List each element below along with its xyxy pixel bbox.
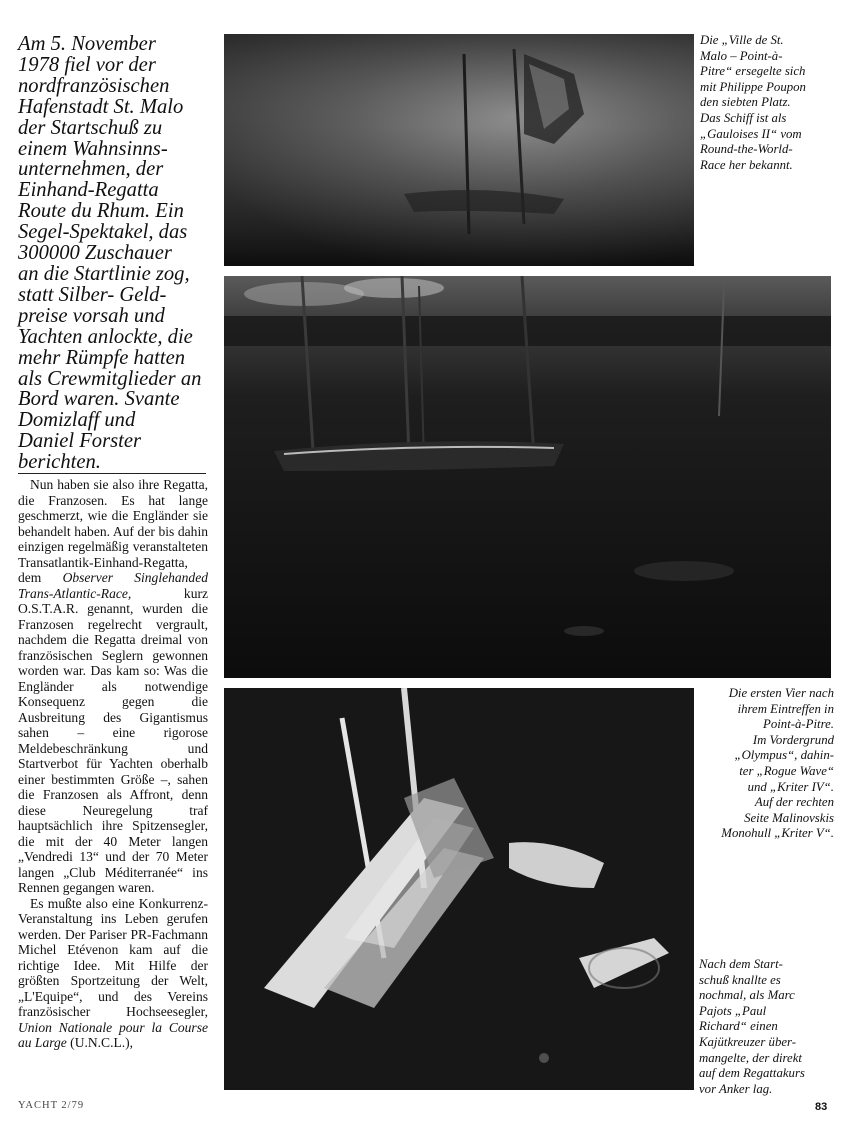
photo-foggy-sailboat (224, 34, 694, 266)
caption-middle (721, 686, 834, 842)
lead-line: Einhand-Regatta (18, 179, 159, 202)
caption-line: Malo – Point-à- (700, 48, 783, 63)
article-body (18, 477, 208, 1051)
caption-line: Nach dem Start- (699, 957, 783, 971)
caption-line: auf dem Regattakurs (699, 1066, 805, 1081)
caption-line: Seite Malinovskis (744, 810, 834, 825)
article-lead (18, 34, 218, 473)
photo-catamaran-aerial (224, 688, 694, 1090)
caption-line: Auf der rechten (754, 795, 834, 810)
paragraph: Nun haben sie also ihre Regatta, die Franzosen. Es hat lange geschmerzt, wie die Engländer sie behandelt haben. Auf der bis dahin einzigen regelmäßig veranstalteten Transatlantik-Einhand-Regatta, dem Observer Singlehanded Trans-Atlantic-Race, kurz O.S.T.A.R. genannt, wurden die Franzosen regelrecht vergrault, nachdem die Regatta dreimal von französischen Seglern gewonnen worden war. Das kam so: Was die Engländer als notwendige Konsequenz gegen die Ausbreitung des Gigantismus sahen – eine rigorose Meldebeschränkung und Startverbot für Yachten oberhalb einer bestimmten Größe –, sahen die Franzosen als Affront, denn diese Neuregelung traf hauptsächlich ihre Spitzensegler, die mit der 40 Meter langen „Vendredi 13“ und der 70 Meter langen „Club Méditerranée“ ins Rennen gegangen waren. (18, 477, 208, 895)
lead-line: nordfranzösischen (18, 74, 170, 97)
lead-line: Domizlaff und (18, 409, 136, 432)
caption-line: den siebten Platz. (700, 95, 791, 110)
caption-bottom (699, 957, 805, 1097)
lead-line: preise vorsah und (18, 304, 165, 327)
caption-line: „Gauloises II“ vom (700, 126, 802, 141)
caption-line: Point-à-Pitre. (763, 717, 834, 732)
caption-line: Race her bekannt. (700, 157, 793, 172)
magazine-source: YACHT 2/79 (18, 1100, 85, 1111)
lead-line: Segel-Spektakel, das (18, 221, 188, 244)
caption-line: schuß knallte es (699, 972, 781, 987)
caption-line: Round-the-World- (700, 142, 793, 157)
caption-line: ter „Rogue Wave“ (739, 763, 834, 778)
caption-line: Pitre“ ersegelte sich (700, 64, 806, 79)
lead-line: Route du Rhum. Ein (18, 200, 184, 223)
caption-line: vor Anker lag. (699, 1081, 773, 1096)
club-name: Union Nationale pour la Course au Large (18, 1019, 208, 1050)
caption-line: Pajots „Paul (699, 1003, 767, 1018)
race-name: Observer Singlehanded Trans-Atlantic-Race, (18, 570, 208, 601)
lead-line: einem Wahnsinns- (18, 137, 168, 160)
caption-line: Im Vordergrund (752, 732, 834, 747)
lead-line: Am 5. November (18, 33, 156, 55)
caption-line: mangelte, der direkt (699, 1050, 802, 1065)
lead-line: statt Silber- Geld- (18, 283, 167, 306)
caption-line: Monohull „Kriter V“. (721, 826, 834, 841)
lead-divider (18, 473, 206, 474)
lead-line: Daniel Forster (18, 430, 141, 453)
caption-line: mit Philippe Poupon (700, 79, 806, 94)
caption-line: ihrem Eintreffen in (737, 701, 834, 716)
caption-line: nochmal, als Marc (699, 988, 795, 1003)
page-number: 83 (815, 1101, 828, 1113)
lead-line: Yachten anlockte, die (18, 325, 193, 348)
lead-line: unternehmen, der (18, 158, 164, 181)
caption-line: und „Kriter IV“. (747, 779, 834, 794)
lead-line: berichten. (18, 451, 101, 474)
lead-line: an die Startlinie zog, (18, 262, 190, 285)
lead-line: Bord waren. Svante (18, 388, 180, 411)
caption-line: Die „Ville de St. (700, 33, 784, 47)
caption-top (700, 33, 806, 173)
caption-line: Kajütkreuzer über- (699, 1034, 797, 1049)
lead-line: 1978 fiel vor der (18, 53, 156, 76)
lead-line: 300000 Zuschauer (18, 242, 172, 265)
lead-line: Hafenstadt St. Malo (18, 95, 184, 118)
caption-line: Das Schiff ist als (700, 110, 787, 125)
caption-line: „Olympus“, dahin- (734, 748, 834, 763)
caption-line: Richard“ einen (699, 1019, 778, 1034)
lead-line: mehr Rümpfe hatten (18, 346, 186, 369)
lead-line: der Startschuß zu (18, 116, 163, 139)
caption-line: Die ersten Vier nach (728, 686, 834, 700)
lead-line: als Crewmitglieder an (18, 367, 202, 390)
paragraph: Es mußte also eine Konkurrenz-Veranstaltung ins Leben gerufen werden. Der Pariser PR-Fachmann Michel Etévenon kam auf die richtige Idee. Mit Hilfe der größten Sportzeitung der Welt, „L'Equipe“, und des Vereins französischer Hochseesegler, Union Nationale pour la Course au Large (U.N.C.L.), (18, 895, 208, 1050)
photo-harbour-boats (224, 276, 831, 678)
